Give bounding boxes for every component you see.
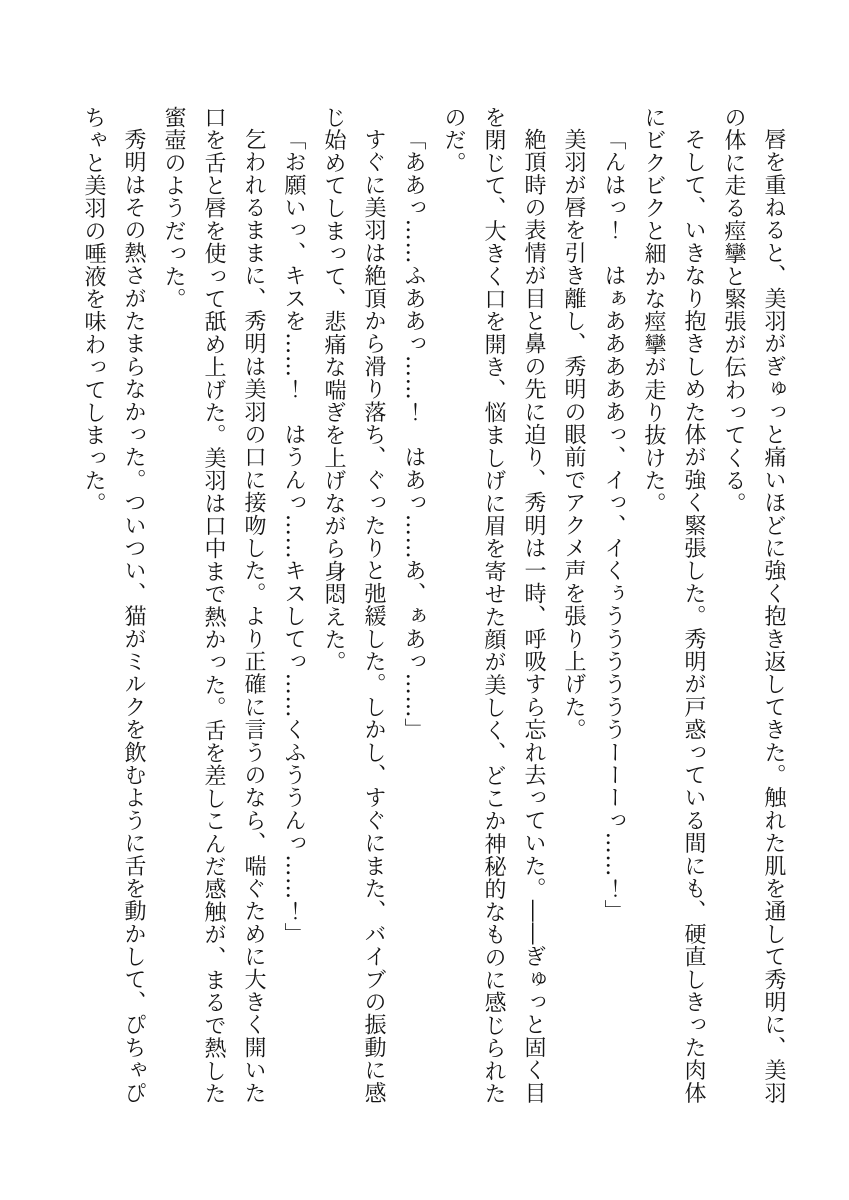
paragraph: 「お願いっ、キスを……！ はうんっ……キスしてっ……くふううんっ……！」 — [281, 128, 306, 946]
paragraph: 絶頂時の表情が目と鼻の先に迫り、秀明は一時、呼吸すら忘れ去っていた。――ぎゅっと固く目を閉じて、大きく口を開き、悩ましげに眉を寄せた顔が美しく、どこか神秘的なものに感じられたのだ。 — [441, 106, 546, 1105]
paragraph: そして、いきなり抱きしめた体が強く緊張した。秀明が戸惑っている間にも、硬直しきった肉体にビクビクと細かな痙攣が走り抜けた。 — [641, 106, 706, 1105]
paragraph: すぐに美羽は絶頂から滑り落ち、ぐったりと弛緩した。しかし、すぐにまた、バイブの振動に感じ始めてしまって、悲痛な喘ぎを上げながら身悶えた。 — [321, 106, 386, 1105]
paragraph: 「んはっ！ はぁあああああっ、イっ、イくぅううううううーーーっ……！」 — [601, 128, 626, 923]
paragraph: 唇を重ねると、美羽がぎゅっと痛いほどに強く抱き返してきた。触れた肌を通して秀明に、美羽の体に走る痙攣と緊張が伝わってくる。 — [721, 106, 786, 1105]
paragraph: 美羽が唇を引き離し、秀明の眼前でアクメ声を張り上げた。 — [561, 128, 586, 741]
novel-text-block — [73, 106, 793, 1111]
paragraph: 秀明はその熱さがたまらなかった。ついつい、猫がミルクを飲むように舌を動かして、ぴちゃぴちゃと美羽の唾液を味わってしまった。 — [81, 106, 146, 1105]
paragraph: 「ああっ……ふああっ……！ はあっ……あ、ぁあっ……」 — [401, 128, 426, 741]
paragraph: 乞われるままに、秀明は美羽の口に接吻した。より正確に言うのなら、喘ぐために大きく開いた口を舌と唇を使って舐め上げた。美羽は口中まで熱かった。舌を差しこんだ感触が、まるで熱した蜜壺のようだった。 — [161, 106, 266, 1105]
